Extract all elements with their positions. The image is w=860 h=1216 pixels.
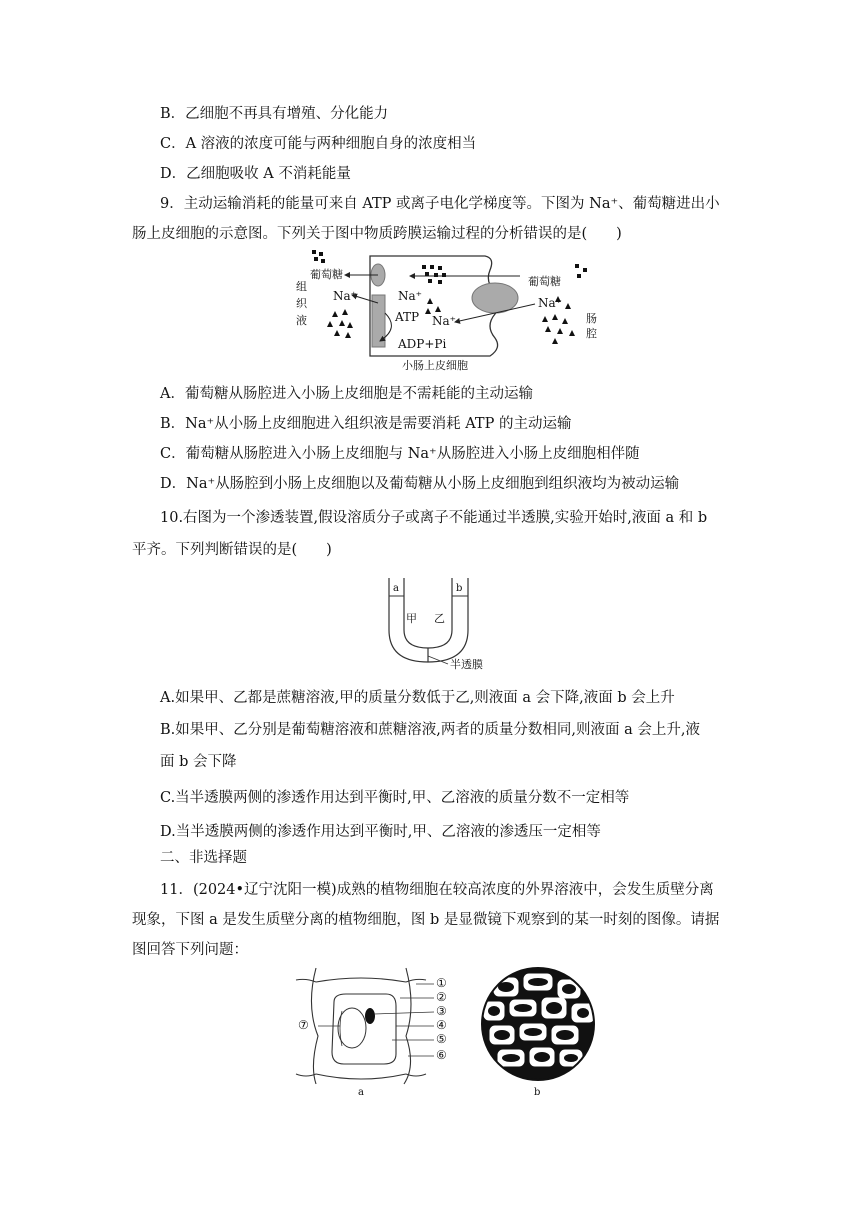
- q10-label-jia: 甲: [406, 612, 417, 625]
- glucose-na-cotransporter: [472, 283, 518, 313]
- q9-stem-line1: 9．主动运输消耗的能量可来自 ATP 或离子电化学梯度等。下图为 Na⁺、葡萄糖进出小: [160, 196, 720, 212]
- q11-label-5: ⑤: [436, 1032, 447, 1046]
- q11-caption-a: a: [358, 1087, 364, 1098]
- q10-label-a: a: [393, 583, 399, 594]
- q8-option-c: C．A 溶液的浓度可能与两种细胞自身的浓度相当: [160, 136, 477, 152]
- q9-label-atp: ATP: [395, 310, 420, 324]
- q11-stem-line3: 图回答下列问题：: [132, 942, 248, 958]
- q10-option-a: A.如果甲、乙都是蔗糖溶液,甲的质量分数低于乙,则液面 a 会下降,液面 b 会上升: [160, 690, 675, 706]
- q11-figure-b: [476, 966, 601, 1101]
- q11-label-1: ①: [436, 976, 447, 990]
- section-heading-non-choice: 二、非选择题: [160, 850, 247, 866]
- q9-label-intestinal-lumen: 肠腔: [586, 312, 597, 340]
- q10-label-yi: 乙: [434, 612, 445, 625]
- q9-option-d: D．Na⁺从肠腔到小肠上皮细胞以及葡萄糖从小肠上皮细胞到组织液均为被动运输: [160, 476, 680, 492]
- q11-label-6: ⑥: [436, 1048, 447, 1062]
- q9-label-adp: ADP+Pi: [398, 337, 447, 351]
- q10-option-c: C.当半透膜两侧的渗透作用达到平衡时,甲、乙溶液的质量分数不一定相等: [160, 790, 630, 806]
- q11-caption-b: b: [534, 1087, 541, 1098]
- q11-micrograph: [476, 966, 601, 1101]
- q11-label-3: ③: [436, 1004, 447, 1018]
- q10-stem-line1: 10.右图为一个渗透装置,假设溶质分子或离子不能通过半透膜,实验开始时,液面 a 和 b: [160, 510, 708, 526]
- q9-label-tissue-fluid: 组织液: [296, 280, 307, 327]
- q9-stem-line2: 肠上皮细胞的示意图。下列关于图中物质跨膜运输过程的分析错误的是( ): [132, 226, 622, 242]
- q8-option-d: D．乙细胞吸收 A 不消耗能量: [160, 166, 351, 182]
- q9-option-a: A．葡萄糖从肠腔进入小肠上皮细胞是不需耗能的主动运输: [160, 386, 533, 402]
- q10-stem-line2: 平齐。下列判断错误的是( ): [132, 542, 332, 558]
- q10-option-d: D.当半透膜两侧的渗透作用达到平衡时,甲、乙溶液的渗透压一定相等: [160, 824, 601, 840]
- q9-label-na-3: Na⁺: [432, 314, 456, 328]
- q10-option-b-line1: B.如果甲、乙分别是葡萄糖溶液和蔗糖溶液,两者的质量分数相同,则液面 a 会上升,液: [160, 722, 700, 738]
- q9-option-b: B．Na⁺从小肠上皮细胞进入组织液是需要消耗 ATP 的主动运输: [160, 416, 572, 432]
- q11-figure-a: [296, 966, 466, 1101]
- q9-label-na-2: Na⁺: [398, 289, 422, 303]
- q9-figure-caption: 小肠上皮细胞: [402, 359, 468, 372]
- q10-figure: [386, 578, 496, 674]
- q9-label-glucose-left: 葡萄糖: [310, 268, 343, 281]
- q9-figure: [290, 248, 610, 378]
- q11-label-2: ②: [436, 990, 447, 1004]
- q8-option-b: B．乙细胞不再具有增殖、分化能力: [160, 106, 389, 122]
- q9-label-na-4: Na⁺: [538, 296, 562, 310]
- q9-label-glucose-right: 葡萄糖: [528, 275, 561, 288]
- q10-label-membrane: 半透膜: [450, 658, 483, 671]
- q11-label-4: ④: [436, 1018, 447, 1032]
- q11-label-7: ⑦: [298, 1018, 309, 1032]
- q11-stem-line2: 现象，下图 a 是发生质壁分离的植物细胞，图 b 是显微镜下观察到的某一时刻的图像。请据: [132, 912, 720, 928]
- q11-stem-line1: 11．(2024•辽宁沈阳一模)成熟的植物细胞在较高浓度的外界溶液中，会发生质壁分离: [160, 882, 714, 898]
- q9-option-c: C．葡萄糖从肠腔进入小肠上皮细胞与 Na⁺从肠腔进入小肠上皮细胞相伴随: [160, 446, 640, 462]
- q9-label-na-1: Na⁺: [333, 289, 357, 303]
- q10-label-b: b: [456, 583, 463, 594]
- q10-option-b-line2: 面 b 会下降: [160, 754, 237, 770]
